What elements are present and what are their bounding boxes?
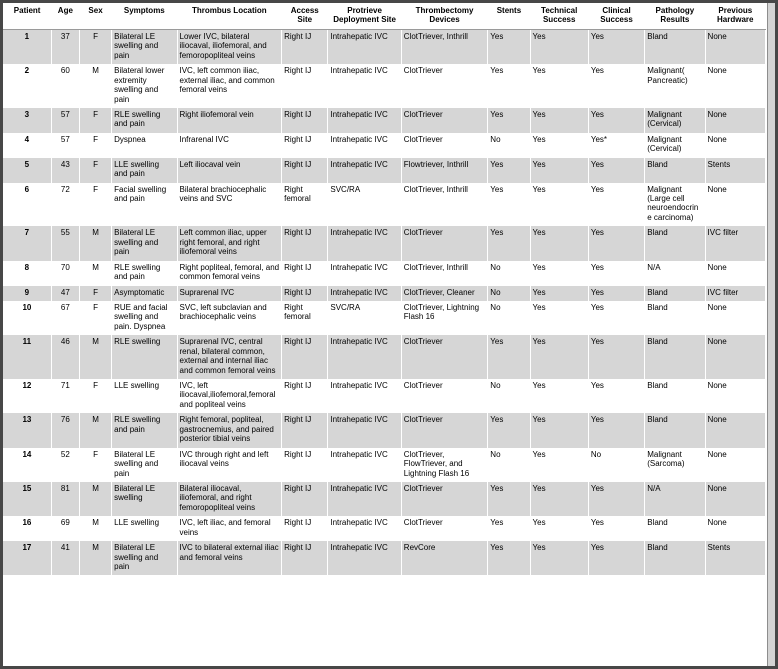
column-header-age: Age [51, 3, 79, 29]
column-header-thrombus-location: Thrombus Location [177, 3, 282, 29]
cell-protrieve-deployment-site: Intrahepatic IVC [328, 29, 401, 64]
cell-protrieve-deployment-site: Intrahepatic IVC [328, 261, 401, 286]
cell-stents: Yes [488, 183, 530, 227]
cell-access-site: Right IJ [282, 261, 328, 286]
cell-pathology-results: Malignant (Cervical) [645, 108, 705, 133]
cell-pathology-results: Bland [645, 541, 705, 575]
cell-patient: 15 [3, 482, 51, 516]
cell-stents: Yes [488, 29, 530, 64]
column-header-technical-success: Technical Success [530, 3, 588, 29]
cell-thrombectomy-devices: ClotTriever, Inthrill [401, 29, 488, 64]
cell-clinical-success: Yes [588, 482, 644, 516]
cell-age: 60 [51, 64, 79, 108]
cell-access-site: Right IJ [282, 286, 328, 301]
cell-thrombectomy-devices: ClotTriever, Lightning Flash 16 [401, 301, 488, 335]
cell-previous-hardware: None [705, 335, 765, 379]
cell-thrombectomy-devices: ClotTriever [401, 64, 488, 108]
cell-previous-hardware: None [705, 516, 765, 541]
table-row [3, 64, 766, 108]
cell-clinical-success: Yes [588, 516, 644, 541]
cell-stents: Yes [488, 413, 530, 447]
cell-symptoms: RUE and facial swelling and pain. Dyspnea [112, 301, 177, 335]
table-row [3, 29, 766, 64]
cell-patient: 3 [3, 108, 51, 133]
cell-previous-hardware: None [705, 301, 765, 335]
cell-stents: Yes [488, 108, 530, 133]
table-row [3, 183, 766, 227]
cell-thrombus-location: IVC, left iliac, and femoral veins [177, 516, 282, 541]
cell-symptoms: RLE swelling and pain [112, 413, 177, 447]
cell-thrombus-location: IVC through right and left iliocaval veins [177, 448, 282, 482]
cell-sex: M [79, 335, 111, 379]
cell-thrombus-location: Infrarenal IVC [177, 133, 282, 158]
cell-thrombus-location: IVC to bilateral external iliac and femoral veins [177, 541, 282, 575]
cell-previous-hardware: None [705, 29, 765, 64]
scrollbar-track[interactable] [767, 3, 775, 666]
cell-access-site: Right IJ [282, 413, 328, 447]
patient-data-table [3, 3, 766, 575]
table-row [3, 379, 766, 413]
cell-age: 81 [51, 482, 79, 516]
cell-previous-hardware: IVC filter [705, 286, 765, 301]
cell-thrombus-location: Right popliteal, femoral, and common femoral veins [177, 261, 282, 286]
cell-patient: 9 [3, 286, 51, 301]
cell-access-site: Right IJ [282, 133, 328, 158]
table-body [3, 29, 766, 575]
table-row [3, 133, 766, 158]
cell-symptoms: Bilateral LE swelling and pain [112, 541, 177, 575]
cell-sex: M [79, 541, 111, 575]
table-row [3, 158, 766, 183]
cell-symptoms: Facial swelling and pain [112, 183, 177, 227]
cell-technical-success: Yes [530, 379, 588, 413]
cell-thrombus-location: Suprarenal IVC, central renal, bilateral common, external and internal iliac and common femoral veins [177, 335, 282, 379]
cell-clinical-success: Yes [588, 183, 644, 227]
cell-sex: F [79, 301, 111, 335]
cell-access-site: Right IJ [282, 335, 328, 379]
cell-stents: No [488, 448, 530, 482]
cell-symptoms: LLE swelling [112, 379, 177, 413]
cell-clinical-success: Yes [588, 29, 644, 64]
cell-sex: M [79, 516, 111, 541]
cell-protrieve-deployment-site: Intrahepatic IVC [328, 158, 401, 183]
cell-pathology-results: N/A [645, 261, 705, 286]
cell-clinical-success: Yes [588, 158, 644, 183]
cell-previous-hardware: None [705, 183, 765, 227]
cell-stents: Yes [488, 64, 530, 108]
table-row [3, 516, 766, 541]
cell-symptoms: Dyspnea [112, 133, 177, 158]
cell-age: 76 [51, 413, 79, 447]
cell-sex: F [79, 108, 111, 133]
cell-access-site: Right IJ [282, 379, 328, 413]
cell-patient: 11 [3, 335, 51, 379]
cell-age: 41 [51, 541, 79, 575]
cell-access-site: Right femoral [282, 301, 328, 335]
table-row [3, 541, 766, 575]
cell-thrombus-location: Bilateral iliocaval, iliofemoral, and right femoropopliteal veins [177, 482, 282, 516]
cell-pathology-results: Bland [645, 335, 705, 379]
cell-thrombectomy-devices: ClotTriever [401, 335, 488, 379]
cell-patient: 17 [3, 541, 51, 575]
cell-protrieve-deployment-site: Intrahepatic IVC [328, 516, 401, 541]
cell-protrieve-deployment-site: Intrahepatic IVC [328, 286, 401, 301]
cell-thrombectomy-devices: Flowtriever, Inthrill [401, 158, 488, 183]
cell-stents: Yes [488, 335, 530, 379]
cell-protrieve-deployment-site: SVC/RA [328, 301, 401, 335]
column-header-symptoms: Symptoms [112, 3, 177, 29]
cell-previous-hardware: None [705, 413, 765, 447]
cell-stents: Yes [488, 482, 530, 516]
cell-pathology-results: Malignant (Sarcoma) [645, 448, 705, 482]
cell-pathology-results: Bland [645, 413, 705, 447]
cell-age: 47 [51, 286, 79, 301]
column-header-access-site: Access Site [282, 3, 328, 29]
cell-thrombectomy-devices: ClotTriever, Cleaner [401, 286, 488, 301]
cell-thrombectomy-devices: ClotTriever [401, 133, 488, 158]
column-header-thrombectomy-devices: Thrombectomy Devices [401, 3, 488, 29]
cell-symptoms: Bilateral LE swelling and pain [112, 29, 177, 64]
cell-protrieve-deployment-site: Intrahepatic IVC [328, 413, 401, 447]
cell-sex: F [79, 133, 111, 158]
cell-stents: Yes [488, 516, 530, 541]
cell-previous-hardware: None [705, 261, 765, 286]
cell-patient: 2 [3, 64, 51, 108]
cell-age: 67 [51, 301, 79, 335]
table-row [3, 108, 766, 133]
cell-thrombectomy-devices: RevCore [401, 541, 488, 575]
cell-stents: No [488, 261, 530, 286]
cell-symptoms: LLE swelling and pain [112, 158, 177, 183]
cell-sex: M [79, 64, 111, 108]
cell-previous-hardware: Stents [705, 541, 765, 575]
cell-protrieve-deployment-site: SVC/RA [328, 183, 401, 227]
cell-sex: F [79, 158, 111, 183]
cell-sex: M [79, 226, 111, 260]
column-header-pathology-results: Pathology Results [645, 3, 705, 29]
cell-previous-hardware: Stents [705, 158, 765, 183]
table-header [3, 3, 766, 29]
cell-sex: M [79, 413, 111, 447]
cell-access-site: Right IJ [282, 482, 328, 516]
cell-symptoms: Bilateral lower extremity swelling and pain [112, 64, 177, 108]
cell-pathology-results: Bland [645, 301, 705, 335]
cell-thrombectomy-devices: ClotTriever [401, 413, 488, 447]
cell-stents: Yes [488, 226, 530, 260]
cell-clinical-success: Yes [588, 335, 644, 379]
cell-age: 43 [51, 158, 79, 183]
cell-clinical-success: Yes [588, 286, 644, 301]
cell-previous-hardware: None [705, 64, 765, 108]
cell-technical-success: Yes [530, 108, 588, 133]
cell-symptoms: Bilateral LE swelling and pain [112, 226, 177, 260]
cell-symptoms: RLE swelling and pain [112, 261, 177, 286]
cell-clinical-success: Yes [588, 261, 644, 286]
cell-thrombectomy-devices: ClotTriever [401, 482, 488, 516]
cell-stents: Yes [488, 541, 530, 575]
cell-clinical-success: Yes [588, 64, 644, 108]
cell-thrombus-location: SVC, left subclavian and brachiocephalic veins [177, 301, 282, 335]
patient-table-container [3, 3, 766, 575]
cell-age: 72 [51, 183, 79, 227]
cell-pathology-results: Malignant (Cervical) [645, 133, 705, 158]
cell-access-site: Right IJ [282, 541, 328, 575]
cell-sex: F [79, 29, 111, 64]
cell-protrieve-deployment-site: Intrahepatic IVC [328, 482, 401, 516]
cell-sex: M [79, 261, 111, 286]
cell-symptoms: RLE swelling [112, 335, 177, 379]
cell-pathology-results: Malignant( Pancreatic) [645, 64, 705, 108]
cell-pathology-results: Bland [645, 286, 705, 301]
cell-age: 55 [51, 226, 79, 260]
table-row [3, 301, 766, 335]
cell-age: 69 [51, 516, 79, 541]
cell-thrombus-location: Left common iliac, upper right femoral, and right iliofemoral veins [177, 226, 282, 260]
cell-thrombus-location: Right femoral, popliteal, gastrocnemius, and paired posterior tibial veins [177, 413, 282, 447]
cell-thrombus-location: IVC, left iliocaval,iliofemoral,femoral and popliteal veins [177, 379, 282, 413]
cell-pathology-results: N/A [645, 482, 705, 516]
cell-pathology-results: Bland [645, 379, 705, 413]
cell-age: 70 [51, 261, 79, 286]
cell-patient: 13 [3, 413, 51, 447]
cell-clinical-success: Yes* [588, 133, 644, 158]
cell-clinical-success: Yes [588, 379, 644, 413]
cell-technical-success: Yes [530, 301, 588, 335]
cell-symptoms: Asymptomatic [112, 286, 177, 301]
table-row [3, 335, 766, 379]
cell-technical-success: Yes [530, 448, 588, 482]
column-header-clinical-success: Clinical Success [588, 3, 644, 29]
cell-age: 52 [51, 448, 79, 482]
cell-pathology-results: Bland [645, 226, 705, 260]
cell-thrombectomy-devices: ClotTriever [401, 516, 488, 541]
cell-pathology-results: Bland [645, 158, 705, 183]
cell-age: 37 [51, 29, 79, 64]
cell-access-site: Right IJ [282, 226, 328, 260]
cell-symptoms: RLE swelling and pain [112, 108, 177, 133]
cell-technical-success: Yes [530, 261, 588, 286]
cell-thrombectomy-devices: ClotTriever [401, 108, 488, 133]
table-row [3, 226, 766, 260]
cell-protrieve-deployment-site: Intrahepatic IVC [328, 448, 401, 482]
cell-symptoms: LLE swelling [112, 516, 177, 541]
cell-protrieve-deployment-site: Intrahepatic IVC [328, 108, 401, 133]
cell-technical-success: Yes [530, 133, 588, 158]
cell-patient: 7 [3, 226, 51, 260]
cell-patient: 4 [3, 133, 51, 158]
cell-thrombectomy-devices: ClotTriever, Inthrill [401, 261, 488, 286]
column-header-sex: Sex [79, 3, 111, 29]
cell-technical-success: Yes [530, 413, 588, 447]
cell-technical-success: Yes [530, 482, 588, 516]
column-header-protrieve-deployment-site: Protrieve Deployment Site [328, 3, 401, 29]
cell-clinical-success: Yes [588, 226, 644, 260]
cell-age: 46 [51, 335, 79, 379]
cell-previous-hardware: None [705, 448, 765, 482]
cell-protrieve-deployment-site: Intrahepatic IVC [328, 226, 401, 260]
cell-access-site: Right IJ [282, 516, 328, 541]
column-header-stents: Stents [488, 3, 530, 29]
cell-pathology-results: Bland [645, 29, 705, 64]
cell-previous-hardware: None [705, 133, 765, 158]
cell-access-site: Right IJ [282, 64, 328, 108]
cell-age: 57 [51, 133, 79, 158]
cell-access-site: Right IJ [282, 448, 328, 482]
cell-access-site: Right IJ [282, 158, 328, 183]
cell-stents: No [488, 133, 530, 158]
cell-protrieve-deployment-site: Intrahepatic IVC [328, 64, 401, 108]
cell-thrombus-location: Suprarenal IVC [177, 286, 282, 301]
cell-stents: No [488, 379, 530, 413]
table-row [3, 482, 766, 516]
cell-patient: 14 [3, 448, 51, 482]
cell-sex: M [79, 482, 111, 516]
cell-access-site: Right IJ [282, 108, 328, 133]
cell-thrombectomy-devices: ClotTriever, FlowTriever, and Lightning Flash 16 [401, 448, 488, 482]
cell-sex: F [79, 286, 111, 301]
cell-previous-hardware: None [705, 108, 765, 133]
cell-previous-hardware: None [705, 482, 765, 516]
table-row [3, 413, 766, 447]
cell-symptoms: Bilateral LE swelling and pain [112, 448, 177, 482]
cell-clinical-success: Yes [588, 413, 644, 447]
cell-technical-success: Yes [530, 541, 588, 575]
cell-thrombectomy-devices: ClotTriever, Inthrill [401, 183, 488, 227]
cell-patient: 12 [3, 379, 51, 413]
cell-stents: No [488, 301, 530, 335]
cell-access-site: Right femoral [282, 183, 328, 227]
cell-technical-success: Yes [530, 335, 588, 379]
cell-clinical-success: Yes [588, 108, 644, 133]
cell-thrombectomy-devices: ClotTriever [401, 226, 488, 260]
cell-protrieve-deployment-site: Intrahepatic IVC [328, 133, 401, 158]
table-row [3, 448, 766, 482]
cell-thrombus-location: IVC, left common iliac, external iliac, and common femoral veins [177, 64, 282, 108]
cell-technical-success: Yes [530, 516, 588, 541]
column-header-previous-hardware: Previous Hardware [705, 3, 765, 29]
cell-patient: 6 [3, 183, 51, 227]
cell-clinical-success: No [588, 448, 644, 482]
table-header-row [3, 3, 766, 29]
cell-patient: 8 [3, 261, 51, 286]
cell-technical-success: Yes [530, 226, 588, 260]
cell-technical-success: Yes [530, 286, 588, 301]
cell-thrombus-location: Bilateral brachiocephalic veins and SVC [177, 183, 282, 227]
cell-patient: 16 [3, 516, 51, 541]
table-row [3, 286, 766, 301]
cell-technical-success: Yes [530, 29, 588, 64]
cell-stents: No [488, 286, 530, 301]
cell-protrieve-deployment-site: Intrahepatic IVC [328, 379, 401, 413]
cell-patient: 1 [3, 29, 51, 64]
cell-previous-hardware: None [705, 379, 765, 413]
cell-access-site: Right IJ [282, 29, 328, 64]
cell-protrieve-deployment-site: Intrahepatic IVC [328, 335, 401, 379]
cell-patient: 5 [3, 158, 51, 183]
table-row [3, 261, 766, 286]
cell-patient: 10 [3, 301, 51, 335]
cell-symptoms: Bilateral LE swelling [112, 482, 177, 516]
cell-age: 57 [51, 108, 79, 133]
cell-technical-success: Yes [530, 158, 588, 183]
cell-technical-success: Yes [530, 64, 588, 108]
cell-stents: Yes [488, 158, 530, 183]
cell-sex: F [79, 379, 111, 413]
cell-clinical-success: Yes [588, 301, 644, 335]
cell-previous-hardware: IVC filter [705, 226, 765, 260]
column-header-patient: Patient [3, 3, 51, 29]
cell-thrombus-location: Lower IVC, bilateral iliocaval, iliofemoral, and femoropopliteal veins [177, 29, 282, 64]
cell-age: 71 [51, 379, 79, 413]
cell-thrombectomy-devices: ClotTriever [401, 379, 488, 413]
cell-thrombus-location: Right iliofemoral vein [177, 108, 282, 133]
cell-protrieve-deployment-site: Intrahepatic IVC [328, 541, 401, 575]
cell-thrombus-location: Left iliocaval vein [177, 158, 282, 183]
cell-pathology-results: Malignant (Large cell neuroendocrine carcinoma) [645, 183, 705, 227]
cell-sex: F [79, 448, 111, 482]
cell-pathology-results: Bland [645, 516, 705, 541]
cell-sex: F [79, 183, 111, 227]
cell-technical-success: Yes [530, 183, 588, 227]
cell-clinical-success: Yes [588, 541, 644, 575]
